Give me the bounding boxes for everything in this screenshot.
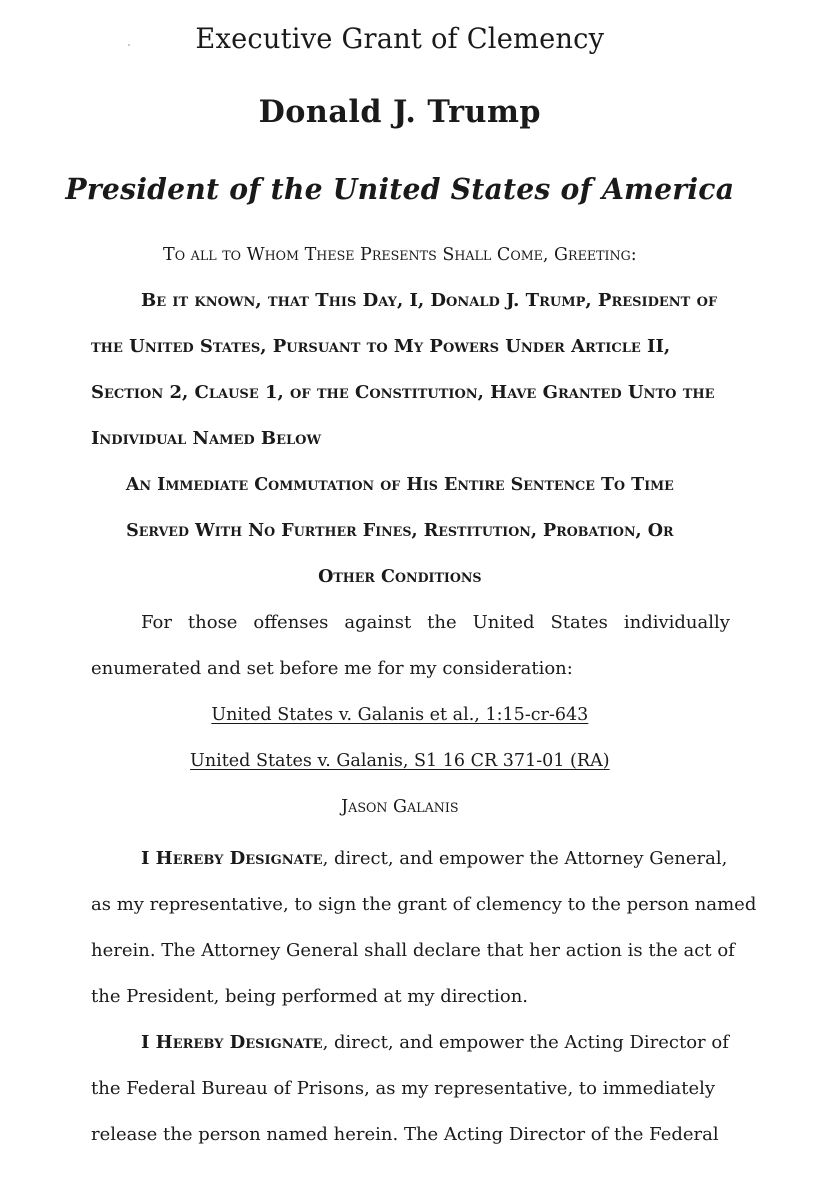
offenses-word: For [141, 612, 172, 633]
proclamation-line-4: Individual Named Below [91, 428, 322, 449]
designation-1-rest: , direct, and empower the Attorney General, [322, 848, 728, 869]
designation-2-line-1 [141, 1032, 729, 1053]
proclamation-line-2: the United States, Pursuant to My Powers Under Article II, [91, 336, 671, 357]
offenses-intro-line-2: enumerated and set before me for my consideration: [91, 658, 573, 679]
president-name: Donald J. Trump [258, 94, 542, 130]
individual-name: Jason Galanis [341, 796, 459, 817]
designation-2-line-3: release the person named herein. The Acting Director of the Federal [91, 1124, 719, 1145]
designation-2-rest: , direct, and empower the Acting Director of [322, 1032, 729, 1053]
offenses-word: the [427, 612, 457, 633]
offenses-word: States [550, 612, 608, 633]
proclamation-line-3: Section 2, Clause 1, of the Constitution, Have Granted Unto the [91, 382, 715, 403]
president-office: President of the United States of America [65, 172, 735, 206]
case-citation-2 [0, 750, 800, 771]
designation-1-line-2: as my representative, to sign the grant of clemency to the person named [91, 894, 757, 915]
commutation-line-1: An Immediate Commutation of His Entire Sentence To Time [125, 474, 674, 495]
greeting-line: To all to Whom These Presents Shall Come, Greeting: [163, 244, 637, 265]
commutation-line-2: Served With No Further Fines, Restitution, Probation, Or [126, 520, 674, 541]
commutation-line-3: Other Conditions [318, 566, 482, 587]
offenses-word: individually [623, 612, 730, 633]
designation-2-lead: I Hereby Designate [141, 1032, 323, 1053]
designation-1-line-1 [141, 848, 727, 869]
designation-1-lead: I Hereby Designate [141, 848, 323, 869]
proclamation-line-1: Be it known, that This Day, I, Donald J. Trump, President of [141, 290, 718, 311]
offenses-word: United [472, 612, 535, 633]
document-title: Executive Grant of Clemency [195, 22, 605, 55]
offenses-word: against [344, 612, 412, 633]
designation-2-line-2: the Federal Bureau of Prisons, as my representative, to immediately [91, 1078, 716, 1099]
designation-1-line-4: the President, being performed at my direction. [91, 986, 529, 1007]
case-citation-1 [0, 704, 800, 725]
case-citation-2-text: United States v. Galanis, S1 16 CR 371-01 (RA) [190, 750, 610, 771]
offenses-intro-line-1 [141, 612, 730, 633]
designation-1-line-3: herein. The Attorney General shall declare that her action is the act of [91, 940, 735, 961]
offenses-word: offenses [253, 612, 329, 633]
offenses-word: those [187, 612, 238, 633]
case-citation-1-text: United States v. Galanis et al., 1:15-cr-643 [211, 704, 589, 725]
